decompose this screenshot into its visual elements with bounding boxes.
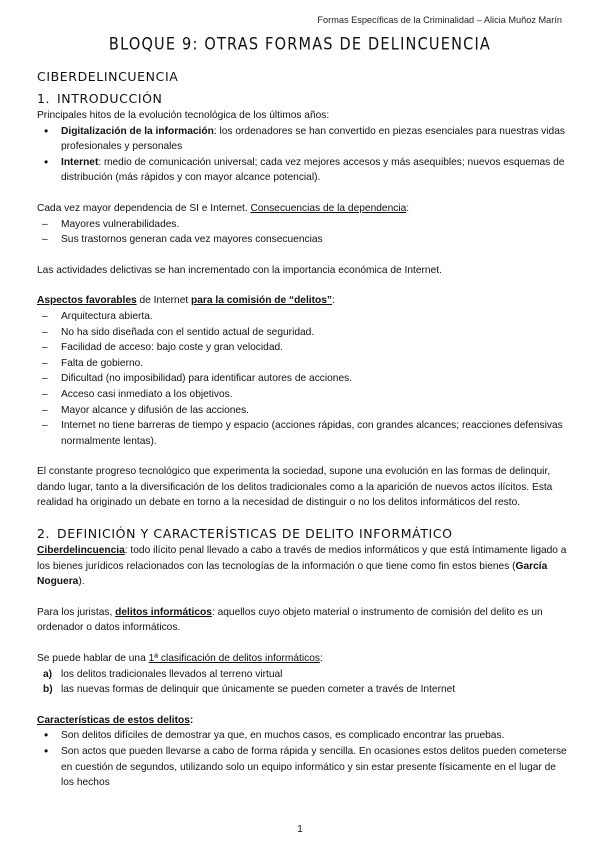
list-item: • Son delitos difíciles de demostrar ya que, en muchos casos, es complicado encontrar las pruebas. bbox=[37, 728, 567, 744]
cyber-author: García Noguera bbox=[37, 560, 548, 588]
colon: : bbox=[332, 295, 335, 307]
colon: : bbox=[189, 714, 194, 726]
activities-paragraph: Las actividades delictivas se han incrementado con la importancia económica de Internet. bbox=[37, 264, 442, 276]
section-1-heading bbox=[37, 90, 567, 108]
page-header: Formas Específicas de la Criminalidad – Alicia Muñoz Marín bbox=[317, 15, 562, 25]
section-2-heading bbox=[37, 525, 567, 543]
characteristics-heading bbox=[37, 713, 567, 729]
list-item bbox=[37, 682, 567, 698]
colon: : bbox=[406, 202, 410, 214]
bullet-text: : los ordenadores se han convertido en piezas esenciales para nuestras vidas profesionales y personales bbox=[61, 125, 565, 153]
progress-paragraph: El constante progreso tecnológico que experimenta la sociedad, supone una evolución en las formas de delinquir, dando lugar, tanto a la diversificación de los delitos tradicionales como a la aparición de nuevos actos ilícitos. Esta realidad ha originado un debate en torno a la necesidad de distinguir o no los delitos informáticos del resto. bbox=[37, 466, 553, 509]
list-item: – Facilidad de acceso: bajo coste y gran velocidad. bbox=[37, 340, 567, 356]
list-item: – Dificultad (no imposibilidad) para identificar autores de acciones. bbox=[37, 371, 567, 387]
dependency-consequences-label: Consecuencias de la dependencia bbox=[250, 202, 407, 214]
favorable-mid: de Internet bbox=[136, 295, 192, 307]
section-title: CIBERDELINCUENCIA bbox=[37, 69, 179, 84]
jurists-pre: Para los juristas, bbox=[37, 606, 116, 618]
colon: : bbox=[319, 653, 323, 665]
favorable-list bbox=[37, 309, 567, 449]
classification-list bbox=[37, 667, 567, 698]
list-item: • Son actos que pueden llevarse a cabo de forma rápida y sencilla. En ocasiones estos delitos pueden cometerse en cuestión de segundos, utilizando solo un equipo informático y sin estar presente físicamente en el lugar de los hechos bbox=[37, 744, 567, 791]
milestones-list bbox=[37, 124, 567, 186]
list-marker: a) bbox=[43, 668, 53, 680]
favorable-term: Aspectos favorables bbox=[37, 295, 137, 307]
section-2-title: DEFINICIÓN Y CARACTERÍSTICAS DE DELITO INFORMÁTICO bbox=[57, 526, 453, 542]
page-number: 1 bbox=[297, 824, 303, 835]
list-text: las nuevas formas de delinquir que únicamente se pueden cometer a través de Internet bbox=[61, 684, 456, 696]
bullet-term: Internet bbox=[61, 156, 99, 168]
cyber-definition bbox=[37, 543, 567, 590]
dependency-list bbox=[37, 217, 567, 248]
list-item bbox=[37, 124, 567, 155]
dependency-paragraph bbox=[37, 201, 567, 217]
page-title: BLOQUE 9: OTRAS FORMAS DE DELINCUENCIA bbox=[108, 35, 492, 55]
favorable-crimes: para la comisión de “delitos” bbox=[191, 295, 332, 307]
list-item: – Arquitectura abierta. bbox=[37, 309, 567, 325]
dependency-text: Cada vez mayor dependencia de SI e Internet. bbox=[37, 202, 251, 214]
characteristics-list bbox=[37, 728, 567, 790]
list-item: – No ha sido diseñada con el sentido actual de seguridad. bbox=[37, 325, 567, 341]
cyber-end: ). bbox=[78, 576, 85, 588]
jurists-text: : aquellos cuyo objeto material o instrumento de comisión del delito es un ordenador o datos informáticos. bbox=[37, 606, 543, 634]
cyber-text: : todo ilícito penal llevado a cabo a través de medios informáticos y que está íntimamente ligado a los bienes jurídicos relacionados con las tecnologías de la información o que tiene como fin estos bienes ( bbox=[37, 545, 567, 572]
classification-pre: Se puede hablar de una bbox=[37, 653, 149, 665]
favorable-heading bbox=[37, 293, 567, 309]
document-body bbox=[37, 68, 567, 791]
bullet-term: Digitalización de la información bbox=[61, 125, 214, 137]
section-2-number: 2. bbox=[37, 526, 51, 542]
bullet-text: : medio de comunicación universal; cada vez mejores accesos y más asequibles; nuevos esquemas de distribución (más rápidos y con mayor alcance potencial). bbox=[61, 156, 565, 184]
classification-intro bbox=[37, 651, 567, 667]
list-item: – Falta de gobierno. bbox=[37, 356, 567, 372]
jurists-term: delitos informáticos bbox=[115, 606, 212, 618]
list-text: los delitos tradicionales llevados al terreno virtual bbox=[61, 668, 283, 680]
list-item: – Internet no tiene barreras de tiempo y espacio (acciones rápidas, con grandes alcances; reacciones defensivas normalmente lentas). bbox=[37, 418, 567, 449]
list-item: – Mayor alcance y difusión de las acciones. bbox=[37, 403, 567, 419]
characteristics-term: Características de estos delitos bbox=[37, 714, 190, 726]
list-marker: b) bbox=[43, 684, 53, 696]
section-1-number: 1. bbox=[37, 91, 51, 106]
jurists-definition bbox=[37, 605, 567, 636]
classification-term: 1ª clasificación de delitos informáticos bbox=[148, 653, 320, 665]
list-item: – Acceso casi inmediato a los objetivos. bbox=[37, 387, 567, 403]
list-item: – Sus trastornos generan cada vez mayores consecuencias bbox=[37, 232, 567, 248]
cyber-term: Ciberdelincuencia bbox=[37, 545, 125, 557]
section-1-title: INTRODUCCIÓN bbox=[57, 91, 163, 106]
intro-paragraph: Principales hitos de la evolución tecnológica de los últimos años: bbox=[37, 110, 330, 121]
list-item bbox=[37, 155, 567, 186]
list-item bbox=[37, 667, 567, 683]
list-item: – Mayores vulnerabilidades. bbox=[37, 217, 567, 233]
